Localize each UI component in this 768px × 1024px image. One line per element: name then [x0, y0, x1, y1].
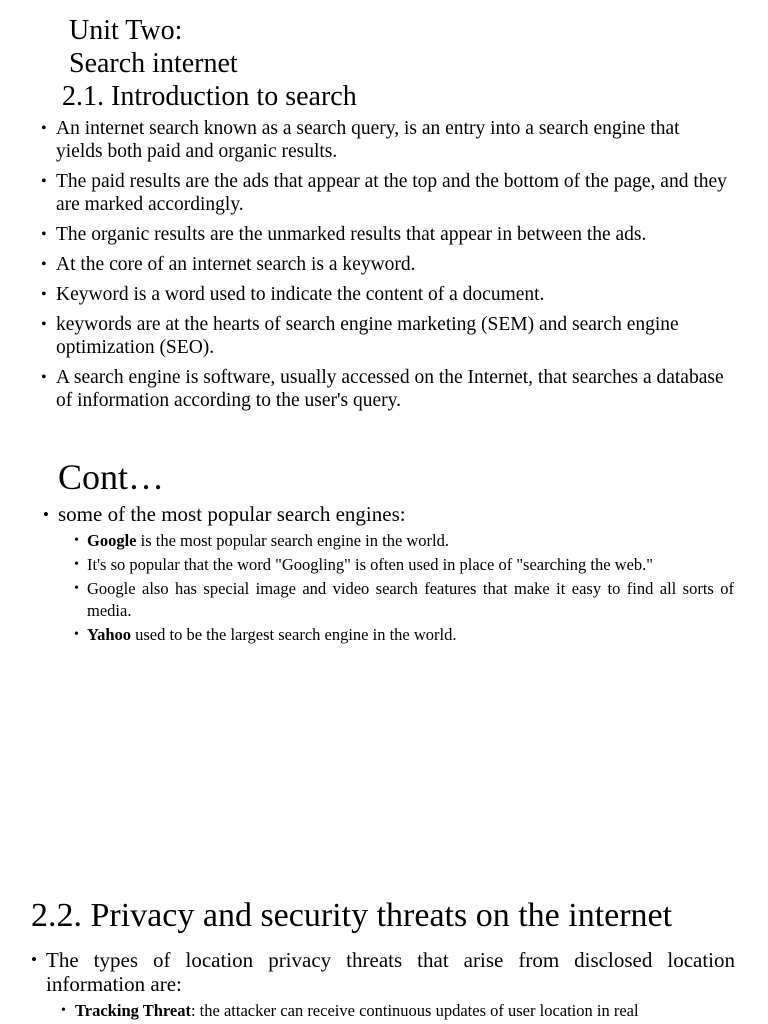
- list-item: • keywords are at the hearts of search engine marketing (SEM) and search engine optimization (SEO).: [0, 313, 768, 359]
- item-text: Google also has special image and video search features that make it easy to find all sorts of media.: [87, 579, 734, 620]
- list-item: • The paid results are the ads that appear at the top and the bottom of the page, and they are marked accordingly.: [0, 170, 768, 216]
- item-text: It's so popular that the word "Googling" is often used in place of "searching the web.": [87, 555, 654, 574]
- list-item: [0, 578, 768, 622]
- section-heading-2-2: 2.2. Privacy and security threats on the internet: [31, 897, 673, 934]
- item-text: used to be the largest search engine in the world.: [131, 625, 457, 644]
- emphasis-text: Yahoo: [87, 625, 132, 644]
- list-item: • Keyword is a word used to indicate the content of a document.: [0, 283, 768, 306]
- threats-sub-list: [0, 1000, 768, 1022]
- list-item: [0, 530, 768, 552]
- list-item: • A search engine is software, usually accessed on the Internet, that searches a database of information according to the user's query.: [0, 366, 768, 412]
- unit-subtitle: Search internet: [69, 48, 238, 79]
- list-item: [0, 624, 768, 646]
- section-heading-2-1: 2.1. Introduction to search: [62, 81, 357, 112]
- item-text: : the attacker can receive continuous updates of user location in real: [190, 1001, 639, 1020]
- list-item: • An internet search known as a search query, is an entry into a search engine that yields both paid and organic results.: [0, 117, 768, 163]
- search-engines-sub-list: [0, 530, 768, 648]
- unit-heading: Unit Two:: [69, 15, 183, 46]
- intro-bullet-list: [0, 117, 768, 419]
- emphasis-text: Google: [87, 531, 137, 550]
- emphasis-text: Tracking Threat: [75, 1001, 191, 1020]
- list-item: • The organic results are the unmarked results that appear in between the ads.: [0, 223, 768, 246]
- list-item: • At the core of an internet search is a keyword.: [0, 253, 768, 276]
- list-item: [0, 554, 768, 576]
- item-text: is the most popular search engine in the world.: [136, 531, 450, 550]
- threats-list: [0, 948, 768, 996]
- search-engines-list: [0, 502, 768, 527]
- list-item: [0, 1000, 768, 1022]
- list-item: • The types of location privacy threats that arise from disclosed location information are:: [0, 948, 768, 996]
- cont-heading: Cont…: [58, 457, 165, 497]
- list-item: • some of the most popular search engines:: [0, 502, 768, 527]
